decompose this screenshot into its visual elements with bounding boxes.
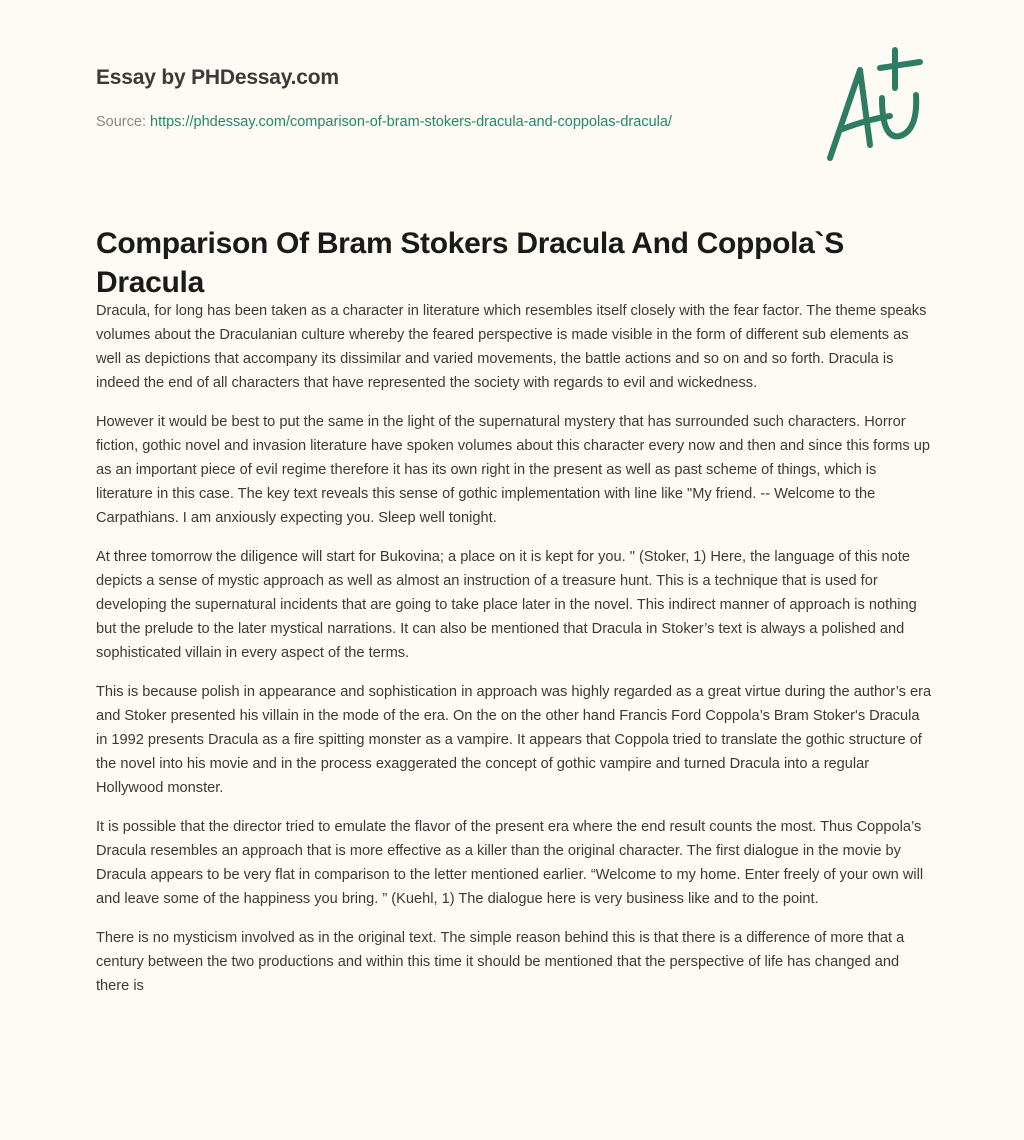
paragraph: However it would be best to put the same in the light of the supernatural mystery that has surrounded such characters. Horror fiction, gothic novel and invasion literature have spoken volumes about this character every now and then and since this forms up as an important piece of evil regime therefore it has its own right in the present as well as past scheme of things, which is literature in this case. The key text reveals this sense of gothic implementation with line like "My friend. -- Welcome to the Carpathians. I am anxiously expecting you. Sleep well tonight. — [96, 414, 930, 526]
essay-title: Comparison Of Bram Stokers Dracula And Coppola`S Dracula — [96, 227, 844, 299]
site-title: Essay by PHDessay.com — [96, 66, 339, 89]
source-label: Source: — [96, 114, 150, 130]
a-plus-logo-icon — [820, 40, 930, 165]
paragraph: At three tomorrow the diligence will start for Bukovina; a place on it is kept for you. " (Stoker, 1) Here, the language of this note depicts a sense of mystic approach as well as almost an instruction of a treasure hunt. This is a technique that is used for developing the supernatural incidents that are going to take place later in the novel. This indirect manner of approach is nothing but the prelude to the later mystical narrations. It can also be mentioned that Dracula in Stoker’s text is always a polished and sophisticated villain in every aspect of the terms. — [96, 549, 917, 661]
paragraph: There is no mysticism involved as in the original text. The simple reason behind this is that there is a difference of more that a century between the two productions and within this time it should be mentioned that the perspective of life has changed and there is — [96, 930, 905, 994]
paragraph: Dracula, for long has been taken as a character in literature which resembles itself closely with the fear factor. The theme speaks volumes about the Draculanian culture whereby the feared perspective is made visible in the form of different sub elements as well as depictions that accompany its dissimilar and varied movements, the battle actions and so on and so forth. Dracula is indeed the end of all characters that have represented the society with regards to evil and wickedness. — [96, 303, 927, 391]
essay-body — [96, 299, 932, 1013]
source-link[interactable]: https://phdessay.com/comparison-of-bram-stokers-dracula-and-coppolas-dracula/ — [150, 114, 672, 130]
paragraph: This is because polish in appearance and sophistication in approach was highly regarded as a great virtue during the author’s era and Stoker presented his villain in the mode of the era. On the on the other hand Francis Ford Coppola’s Bram Stoker's Dracula in 1992 presents Dracula as a fire spitting monster as a vampire. It appears that Coppola tried to translate the gothic structure of the novel into his movie and in the process exaggerated the concept of gothic vampire and turned Dracula into a regular Hollywood monster. — [96, 684, 932, 796]
paragraph: It is possible that the director tried to emulate the flavor of the present era where the end result counts the most. Thus Coppola’s Dracula resembles an approach that is more effective as a killer than the original character. The first dialogue in the movie by Dracula appears to be very flat in comparison to the letter mentioned earlier. “Welcome to my home. Enter freely of your own will and leave some of the happiness you bring. ” (Kuehl, 1) The dialogue here is very business like and to the point. — [96, 819, 924, 907]
source-line — [96, 110, 736, 134]
